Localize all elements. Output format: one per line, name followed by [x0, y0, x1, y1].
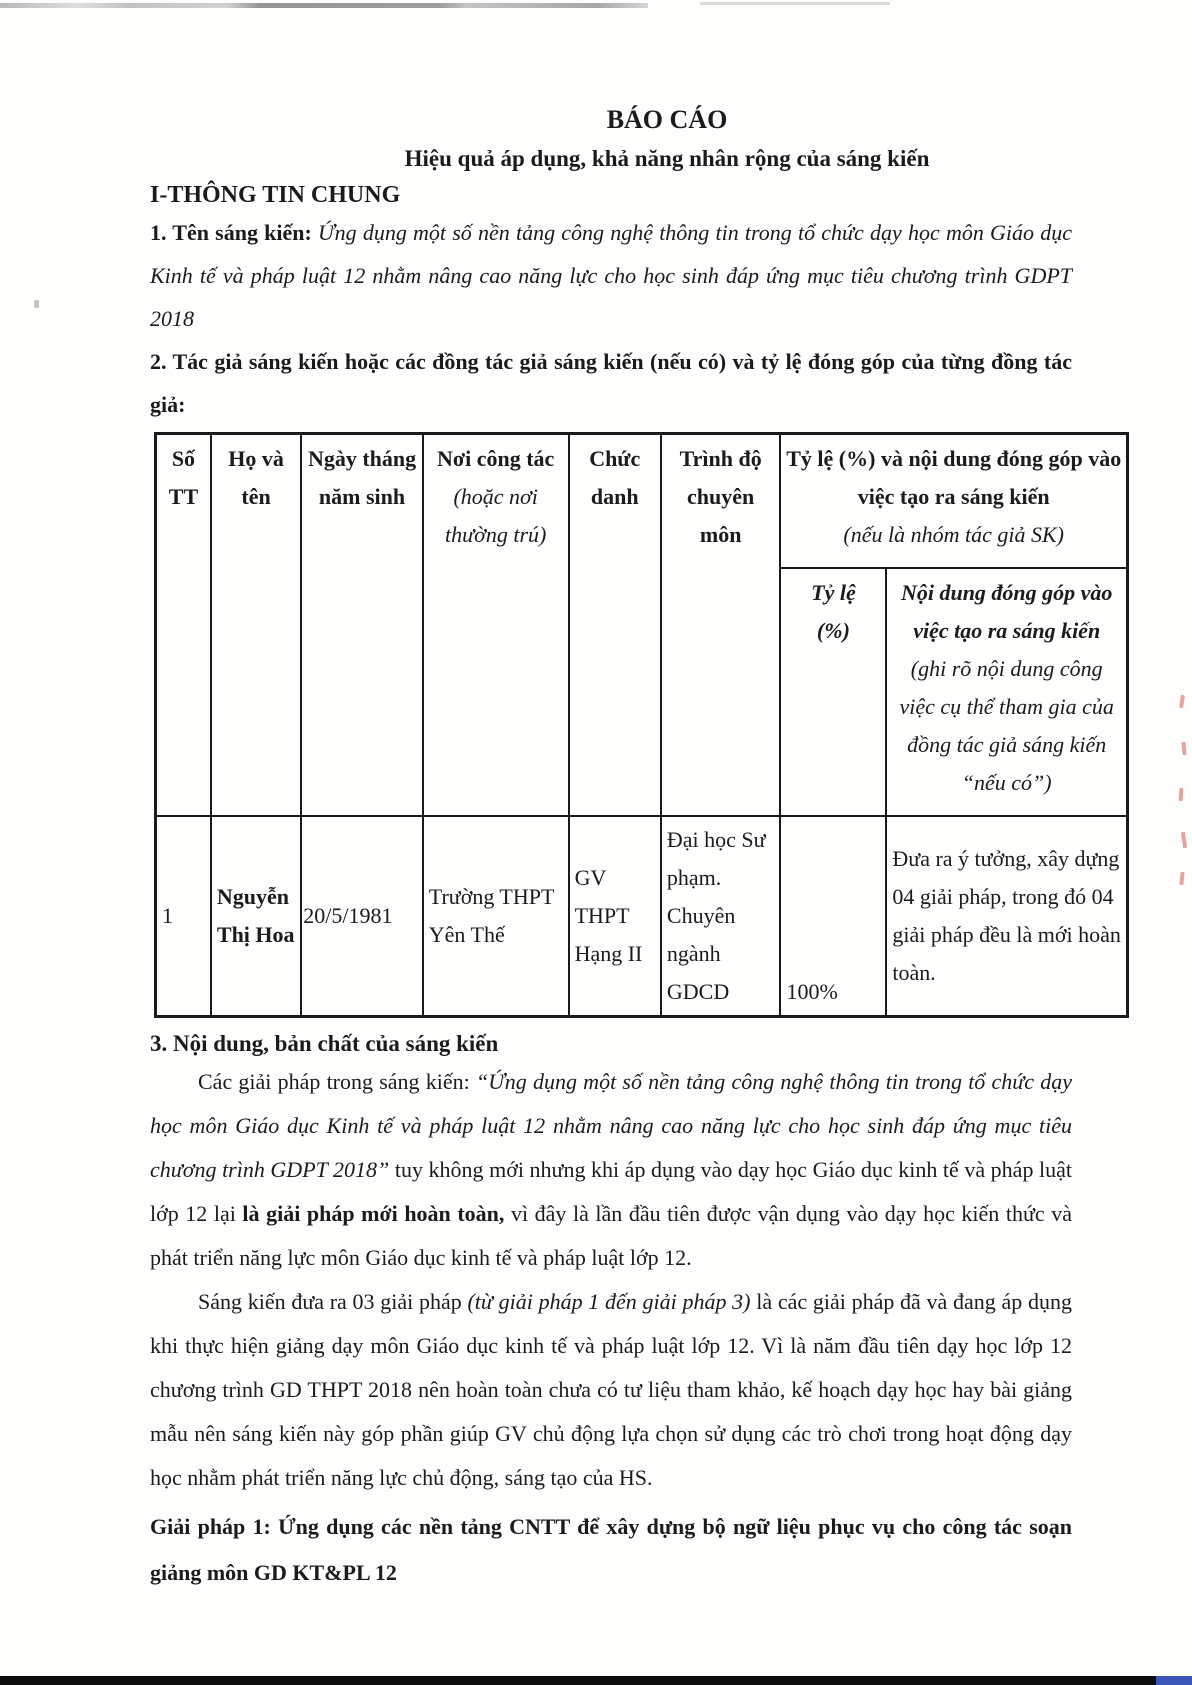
ratio-header-line1: Tỷ lệ	[811, 580, 856, 605]
cell-contribution: Đưa ra ý tưởng, xây dựng 04 giải pháp, trong đó 04 giải pháp đều là mới hoàn toàn.	[886, 816, 1127, 1017]
table-header-row-1	[156, 434, 1128, 569]
col-header-dob: Ngày tháng năm sinh	[301, 434, 423, 817]
contribution-header-bold: Nội dung đóng góp vào việc tạo ra sáng kiến	[900, 580, 1113, 643]
para2-tail: là các giải pháp đã và đang áp dụng khi thực hiện giảng dạy môn Giáo dục kinh tế và pháp luật lớp 12. Vì là năm đầu tiên dạy học lớp 12 chương trình GD THPT 2018 nên hoàn toàn chưa có tư liệu tham khảo, kế hoạch dạy học hay bài giảng mẫu nên sáng kiến này góp phần giúp GV chủ động lựa chọn sử dụng các trò chơi trong hoạt động dạy học nhằm phát triển năng lực chủ động, sáng tạo của HS.	[150, 1289, 1072, 1490]
table-row	[156, 816, 1128, 1017]
cell-stt: 1	[156, 816, 211, 1017]
item-1-value: Ứng dụng một số nền tảng công nghệ thông tin trong tổ chức dạy học môn Giáo dục Kinh tế và pháp luật 12 nhằm nâng cao năng lực cho học sinh đáp ứng mục tiêu chương trình GDPT 2018	[150, 220, 1072, 331]
para2-italic: (từ giải pháp 1 đến giải pháp 3)	[467, 1289, 751, 1314]
cell-position: GV THPT Hạng II	[569, 816, 661, 1017]
solution-1-heading: Giải pháp 1: Ứng dụng các nền tảng CNTT để xây dựng bộ ngữ liệu phục vụ cho công tác soạn giảng môn GD KT&PL 12	[150, 1514, 1072, 1585]
scan-artifact-red-mark	[1179, 695, 1185, 708]
scan-artifact-red-mark	[1181, 832, 1187, 848]
col-header-workplace-bold: Nơi công tác	[437, 446, 555, 471]
para1-bold: là giải pháp mới hoàn toàn,	[242, 1201, 505, 1226]
cell-qualification: Đại học Sư phạm. Chuyên ngành GDCD	[661, 816, 781, 1017]
scan-artifact-red-mark	[1179, 872, 1184, 885]
section-1-heading: I-THÔNG TIN CHUNG	[150, 182, 401, 208]
para1-lead: Các giải pháp trong sáng kiến:	[198, 1069, 476, 1094]
subcol-header-ratio	[780, 568, 886, 816]
scan-artifact-red-mark	[1181, 742, 1186, 755]
contribution-header-italic: (ghi rõ nội dung công việc cụ thể tham gia của đồng tác giả sáng kiến “nếu có”)	[899, 656, 1114, 795]
subcol-header-contribution	[886, 568, 1127, 816]
para1-quote: “Ứng dụng một số nền tảng công nghệ thông tin trong tổ chức dạy học môn Giáo dục Kinh tế và pháp luật 12 nhằm nâng cao năng lực cho học sinh đáp ứng mục tiêu chương trình GDPT 2018”	[150, 1069, 1073, 1182]
scan-artifact-left-speck	[34, 300, 39, 308]
section-3-paragraph-2	[150, 1280, 1072, 1500]
col-header-qualification: Trình độ chuyên môn	[661, 434, 781, 817]
merged-header-bold: Tỷ lệ (%) và nội dung đóng góp vào việc tạo ra sáng kiến	[786, 446, 1122, 509]
para1-tail: vì đây là lần đầu tiên được vận dụng vào dạy học kiến thức và phát triển năng lực môn Giáo dục kinh tế và pháp luật lớp 12.	[150, 1201, 1072, 1270]
item-1-label: 1. Tên sáng kiến:	[150, 220, 319, 245]
col-header-ratio-contribution-merged	[780, 434, 1127, 569]
report-title: BÁO CÁO	[606, 105, 728, 134]
authors-table	[154, 432, 1129, 1018]
section-3-paragraph-1	[150, 1060, 1072, 1280]
col-header-name: Họ và tên	[211, 434, 301, 817]
ratio-header-line2: (%)	[816, 618, 850, 643]
item-2-authors-intro: 2. Tác giả sáng kiến hoặc các đồng tác giả sáng kiến (nếu có) và tỷ lệ đóng góp của từng đồng tác giả:	[150, 349, 1072, 417]
scan-artifact-bottom-bar	[0, 1676, 1192, 1685]
cell-name: Nguyễn Thị Hoa	[211, 816, 301, 1017]
col-header-workplace	[423, 434, 569, 817]
cell-dob: 20/5/1981	[301, 816, 423, 1017]
para2-lead: Sáng kiến đưa ra 03 giải pháp	[198, 1289, 468, 1314]
cell-ratio: 100%	[780, 816, 886, 1017]
cell-workplace: Trường THPT Yên Thế	[423, 816, 569, 1017]
document-content	[150, 0, 1122, 1618]
section-3-heading: 3. Nội dung, bản chất của sáng kiến	[150, 1031, 499, 1056]
col-header-stt: Số TT	[156, 434, 211, 817]
report-subtitle: Hiệu quả áp dụng, khả năng nhân rộng của sáng kiến	[404, 146, 930, 171]
merged-header-italic: (nếu là nhóm tác giả SK)	[843, 522, 1065, 547]
col-header-position: Chức danh	[569, 434, 661, 817]
col-header-workplace-italic: (hoặc nơi thường trú)	[445, 484, 547, 547]
scan-artifact-red-mark	[1179, 788, 1184, 801]
para1-mid: tuy không mới nhưng khi áp dụng vào dạy học Giáo dục kinh tế và pháp luật lớp 12 lại	[150, 1157, 1072, 1226]
scan-artifact-bottom-bar-blue	[1156, 1676, 1192, 1685]
item-1-initiative-name	[150, 211, 1072, 340]
